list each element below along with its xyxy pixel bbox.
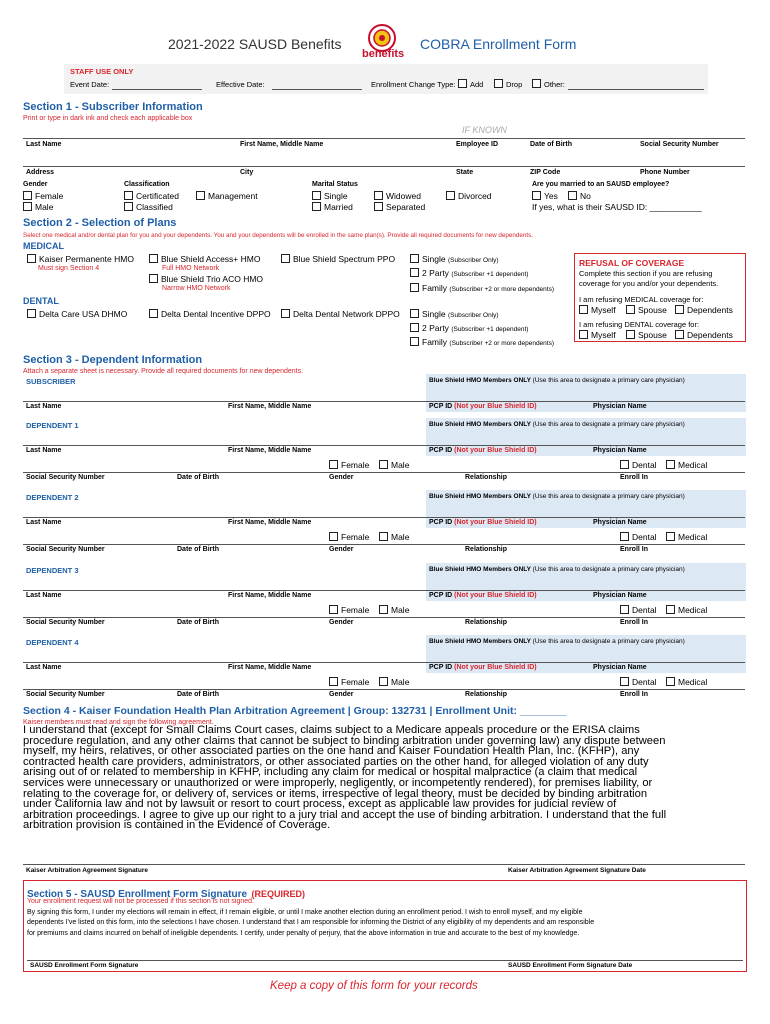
no-checkbox[interactable]: No: [568, 191, 591, 201]
refuse-medical-myself[interactable]: Myself: [579, 305, 616, 315]
dependent-gender: Gender: [329, 619, 354, 626]
bs-trio-note: Narrow HMO Network: [162, 285, 231, 292]
dependent-last-name: Last Name: [26, 592, 62, 599]
male-checkbox[interactable]: Male: [23, 202, 53, 212]
marital-label: Marital Status: [312, 181, 358, 188]
dependent-medical-checkbox[interactable]: Medical: [666, 532, 707, 542]
arbitration-line: arising out of or related to membership in KFHP, including any claim for medical or hospital malpractice (a claim that medical: [23, 766, 638, 779]
refuse-medical-dependents[interactable]: Dependents: [675, 305, 733, 315]
section-2-title: Section 2 - Selection of Plans: [23, 217, 177, 229]
dependent-gender: Gender: [329, 546, 354, 553]
dependent-dob: Date of Birth: [177, 619, 219, 626]
dependent-relationship: Relationship: [465, 619, 508, 626]
dependent-female-checkbox[interactable]: Female: [329, 460, 369, 470]
single-checkbox[interactable]: Single: [312, 191, 348, 201]
dependent-physician: Physician Name: [593, 447, 647, 454]
dob-label: Date of Birth: [530, 141, 572, 148]
dependent-dental-checkbox[interactable]: Dental: [620, 677, 657, 687]
medical-family-checkbox[interactable]: Family (Subscriber +2 or more dependents): [410, 283, 554, 293]
gender-label: Gender: [23, 181, 48, 188]
dependent-dob: Date of Birth: [177, 546, 219, 553]
dependent-bs-members: Blue Shield HMO Members ONLY (Use this area to designate a primary care physician): [429, 566, 685, 573]
certificated-checkbox[interactable]: Certificated: [124, 191, 179, 201]
dependent-gender: Gender: [329, 691, 354, 698]
signature-line: for premiums and claims incurred on behalf of ineligible dependents. I certify, under penalty of perjury, that the above information in true and accurate to the best of my knowledge.: [27, 929, 580, 937]
footer-note: Keep a copy of this form for your records: [270, 980, 478, 992]
dependent-first-name: First Name, Middle Name: [228, 664, 312, 671]
bs-spectrum-checkbox[interactable]: Blue Shield Spectrum PPO: [281, 254, 395, 264]
section-3-instructions: Attach a separate sheet is necessary. Provide all required documents for new dependents.: [23, 368, 304, 375]
section-5-note: Your enrollment request will not be processed if this section is not signed.: [27, 898, 254, 905]
medical-single-checkbox[interactable]: Single (Subscriber Only): [410, 254, 499, 264]
section-5-title: Section 5 - SAUSD Enrollment Form Signature (REQUIRED): [27, 889, 305, 900]
signature-line: By signing this form, I under my elections will remain in effect, if I remain eligible, or until I make another election during an enrollment period. I wish to enroll myself, and my eligible: [27, 909, 583, 916]
dependent-first-name: First Name, Middle Name: [228, 592, 312, 599]
page-title-left: 2021-2022 SAUSD Benefits: [168, 36, 342, 52]
state-label: State: [456, 169, 474, 176]
last-name-label: Last Name: [26, 141, 62, 148]
dependent-last-name: Last Name: [26, 519, 62, 526]
dependent-relationship: Relationship: [465, 691, 508, 698]
divorced-checkbox[interactable]: Divorced: [446, 191, 492, 201]
kaiser-signature-date-label: Kaiser Arbitration Agreement Signature Date: [508, 867, 646, 874]
refuse-medical-label: I am refusing MEDICAL coverage for:: [579, 295, 704, 304]
arbitration-line: arbitration provision is contained in the Evidence of Coverage.: [23, 819, 331, 832]
arbitration-line: services were unnecessary or unauthorized or were improperly, negligently, or incompetently rendered), for premises liability, or: [23, 776, 653, 789]
arbitration-line: arbitration proceedings. I agree to give up our right to a jury trial and accept the use of binding arbitration. I understand that the full: [23, 808, 667, 821]
dependent-pcp-id: PCP ID (Not your Blue Shield ID): [429, 519, 537, 526]
delta-usa-checkbox[interactable]: Delta Care USA DHMO: [27, 309, 127, 319]
dependent-first-name: First Name, Middle Name: [228, 447, 312, 454]
dependent-ssn: Social Security Number: [26, 546, 105, 553]
arbitration-line: myself, my heirs, relatives, or other associated parties on the one hand and Kaiser Foundation Health Plan, Inc. (KFHP), any: [23, 745, 640, 758]
subscriber-last-name: Last Name: [26, 403, 62, 410]
dental-2party-checkbox[interactable]: 2 Party (Subscriber +1 dependent): [410, 323, 528, 333]
sausd-signature-date-label: SAUSD Enrollment Form Signature Date: [508, 962, 633, 969]
change-type-label: Enrollment Change Type:: [371, 80, 456, 89]
drop-checkbox[interactable]: Drop: [494, 79, 522, 89]
refusal-text-1: Complete this section if you are refusing: [579, 269, 713, 278]
dependent-gender: Gender: [329, 474, 354, 481]
refusal-title: REFUSAL OF COVERAGE: [579, 258, 685, 268]
kaiser-note: Must sign Section 4: [38, 265, 100, 272]
phone-label: Phone Number: [640, 169, 690, 176]
dependent-male-checkbox[interactable]: Male: [379, 460, 409, 470]
zip-label: ZIP Code: [530, 169, 561, 176]
refuse-dental-dependents[interactable]: Dependents: [675, 330, 733, 340]
dependent-enroll-in: Enroll In: [620, 619, 648, 626]
dependent-medical-checkbox[interactable]: Medical: [666, 677, 707, 687]
dependent-relationship: Relationship: [465, 474, 508, 481]
medical-heading: MEDICAL: [23, 241, 64, 251]
delta-ppo-checkbox[interactable]: Delta Dental Incentive DPPO: [149, 309, 271, 319]
dependent-last-name: Last Name: [26, 447, 62, 454]
dependent-pcp-id: PCP ID (Not your Blue Shield ID): [429, 592, 537, 599]
arbitration-line: relating to the coverage for, or delivery of, services or items, irrespective of legal theory, must be decided by binding arbitration: [23, 787, 648, 800]
subscriber-pcp-id: PCP ID (Not your Blue Shield ID): [429, 403, 537, 410]
section-1-instructions: Print or type in dark ink and check each applicable box: [23, 115, 193, 122]
dependent-physician: Physician Name: [593, 519, 647, 526]
arbitration-line: I understand that (except for Small Claims Court cases, claims subject to a Medicare appeals procedure or the ERISA claims: [23, 724, 640, 736]
dependent-heading: DEPENDENT 4: [26, 638, 79, 647]
separated-checkbox[interactable]: Separated: [374, 202, 425, 212]
dependent-enroll-in: Enroll In: [620, 474, 648, 481]
section-4-note: Kaiser members must read and sign the following agreement.: [23, 719, 214, 726]
kaiser-signature-label: Kaiser Arbitration Agreement Signature: [26, 867, 148, 874]
dependent-dental-checkbox[interactable]: Dental: [620, 460, 657, 470]
refuse-medical-spouse[interactable]: Spouse: [626, 305, 667, 315]
logo-text: benefits: [362, 48, 405, 60]
dependent-medical-checkbox[interactable]: Medical: [666, 605, 707, 615]
add-checkbox[interactable]: Add: [458, 79, 483, 89]
first-name-label: First Name, Middle Name: [240, 141, 324, 148]
classification-label: Classification: [124, 181, 170, 188]
refuse-dental-label: I am refusing DENTAL coverage for:: [579, 320, 700, 329]
dependent-female-checkbox[interactable]: Female: [329, 677, 369, 687]
dependent-male-checkbox[interactable]: Male: [379, 677, 409, 687]
arbitration-line: under California law and not by lawsuit or resort to court process, except as applicable law provides for judicial review of: [23, 798, 617, 811]
arbitration-line: procedure regulation, and any other claims that cannot be subject to binding arbitration under governing law) any dispute between: [23, 734, 666, 747]
dependent-heading: DEPENDENT 1: [26, 421, 79, 430]
event-date-label: Event Date:: [70, 80, 110, 89]
dependent-bs-members: Blue Shield HMO Members ONLY (Use this area to designate a primary care physician): [429, 421, 685, 428]
married-checkbox[interactable]: Married: [312, 202, 353, 212]
dependent-last-name: Last Name: [26, 664, 62, 671]
subscriber-first-name: First Name, Middle Name: [228, 403, 312, 410]
dependent-pcp-id: PCP ID (Not your Blue Shield ID): [429, 664, 537, 671]
refuse-dental-spouse[interactable]: Spouse: [626, 330, 667, 340]
dependent-pcp-id: PCP ID (Not your Blue Shield ID): [429, 447, 537, 454]
yes-checkbox[interactable]: Yes: [532, 191, 558, 201]
arbitration-line: contracted health care providers, administrators, or other associated parties on the other hand, for alleged violation of any duty: [23, 755, 649, 768]
other-checkbox[interactable]: Other:: [532, 79, 565, 89]
address-label: Address: [26, 169, 55, 176]
dependent-ssn: Social Security Number: [26, 691, 105, 698]
dental-heading: DENTAL: [23, 296, 59, 306]
city-label: City: [240, 169, 254, 176]
dependent-bs-members: Blue Shield HMO Members ONLY (Use this area to designate a primary care physician): [429, 493, 685, 500]
dependent-female-checkbox[interactable]: Female: [329, 532, 369, 542]
subscriber-heading: SUBSCRIBER: [26, 377, 76, 386]
arbitration-text: [23, 725, 749, 831]
bs-access-note: Full HMO Network: [162, 265, 220, 272]
dependent-medical-checkbox[interactable]: Medical: [666, 460, 707, 470]
dental-single-checkbox[interactable]: Single (Subscriber Only): [410, 309, 499, 319]
female-checkbox[interactable]: Female: [23, 191, 63, 201]
subscriber-physician: Physician Name: [593, 403, 647, 410]
staff-use-heading: STAFF USE ONLY: [70, 67, 134, 76]
dental-family-checkbox[interactable]: Family (Subscriber +2 or more dependents): [410, 337, 554, 347]
section-1-title: Section 1 - Subscriber Information: [23, 101, 203, 113]
dependent-ssn: Social Security Number: [26, 619, 105, 626]
signature-line: dependents I've listed on this form, into the selections I have chosen. I understand that I am responsible for informing the District of any eligibility of my dependents and am responsible: [27, 919, 595, 927]
bs-access-checkbox[interactable]: Blue Shield Access+ HMO: [149, 254, 260, 264]
delta-network-checkbox[interactable]: Delta Dental Network DPPO: [281, 309, 400, 319]
bs-trio-checkbox[interactable]: Blue Shield Trio ACO HMO: [149, 274, 263, 284]
kaiser-checkbox[interactable]: Kaiser Permanente HMO: [27, 254, 134, 264]
dependent-dental-checkbox[interactable]: Dental: [620, 532, 657, 542]
dependent-male-checkbox[interactable]: Male: [379, 605, 409, 615]
dependent-physician: Physician Name: [593, 664, 647, 671]
signature-statement: [27, 908, 594, 939]
refuse-dental-myself[interactable]: Myself: [579, 330, 616, 340]
employee-id-label: Employee ID: [456, 141, 499, 148]
sausd-id-field[interactable]: If yes, what is their SAUSD ID: ___________: [532, 202, 702, 212]
dependent-ssn: Social Security Number: [26, 474, 105, 481]
dependent-relationship: Relationship: [465, 546, 508, 553]
sausd-logo: [360, 22, 410, 62]
dependent-dob: Date of Birth: [177, 474, 219, 481]
section-4-title: Section 4 - Kaiser Foundation Health Plan Arbitration Agreement | Group: 132731 | Enrollment Unit: ________: [23, 705, 567, 717]
dependent-dental-checkbox[interactable]: Dental: [620, 605, 657, 615]
dependent-first-name: First Name, Middle Name: [228, 519, 312, 526]
effective-date-label: Effective Date:: [216, 80, 265, 89]
section-2-instructions: Select one medical and/or dental plan for you and your dependents. You and your dependents will be enrolled in the same plan(s). Provide all required documents for new dependents.: [23, 232, 534, 239]
ssn-label: Social Security Number: [640, 141, 719, 148]
if-known-label: IF KNOWN: [462, 125, 507, 135]
refusal-text-2: coverage for you and/or your dependents.: [579, 279, 719, 288]
dependent-heading: DEPENDENT 2: [26, 493, 79, 502]
management-checkbox[interactable]: Management: [196, 191, 258, 201]
widowed-checkbox[interactable]: Widowed: [374, 191, 421, 201]
married-question: Are you married to an SAUSD employee?: [532, 181, 670, 188]
medical-2party-checkbox[interactable]: 2 Party (Subscriber +1 dependent): [410, 268, 528, 278]
classified-checkbox[interactable]: Classified: [124, 202, 173, 212]
page-title-right: COBRA Enrollment Form: [420, 36, 577, 52]
dependent-heading: DEPENDENT 3: [26, 566, 79, 575]
dependent-physician: Physician Name: [593, 592, 647, 599]
dependent-dob: Date of Birth: [177, 691, 219, 698]
dependent-enroll-in: Enroll In: [620, 546, 648, 553]
dependent-bs-members: Blue Shield HMO Members ONLY (Use this area to designate a primary care physician): [429, 638, 685, 645]
dependent-male-checkbox[interactable]: Male: [379, 532, 409, 542]
sausd-signature-label: SAUSD Enrollment Form Signature: [30, 962, 139, 969]
dependent-enroll-in: Enroll In: [620, 691, 648, 698]
dependent-female-checkbox[interactable]: Female: [329, 605, 369, 615]
subscriber-bs-members: Blue Shield HMO Members ONLY (Use this area to designate a primary care physician): [429, 377, 685, 384]
section-3-title: Section 3 - Dependent Information: [23, 354, 203, 366]
